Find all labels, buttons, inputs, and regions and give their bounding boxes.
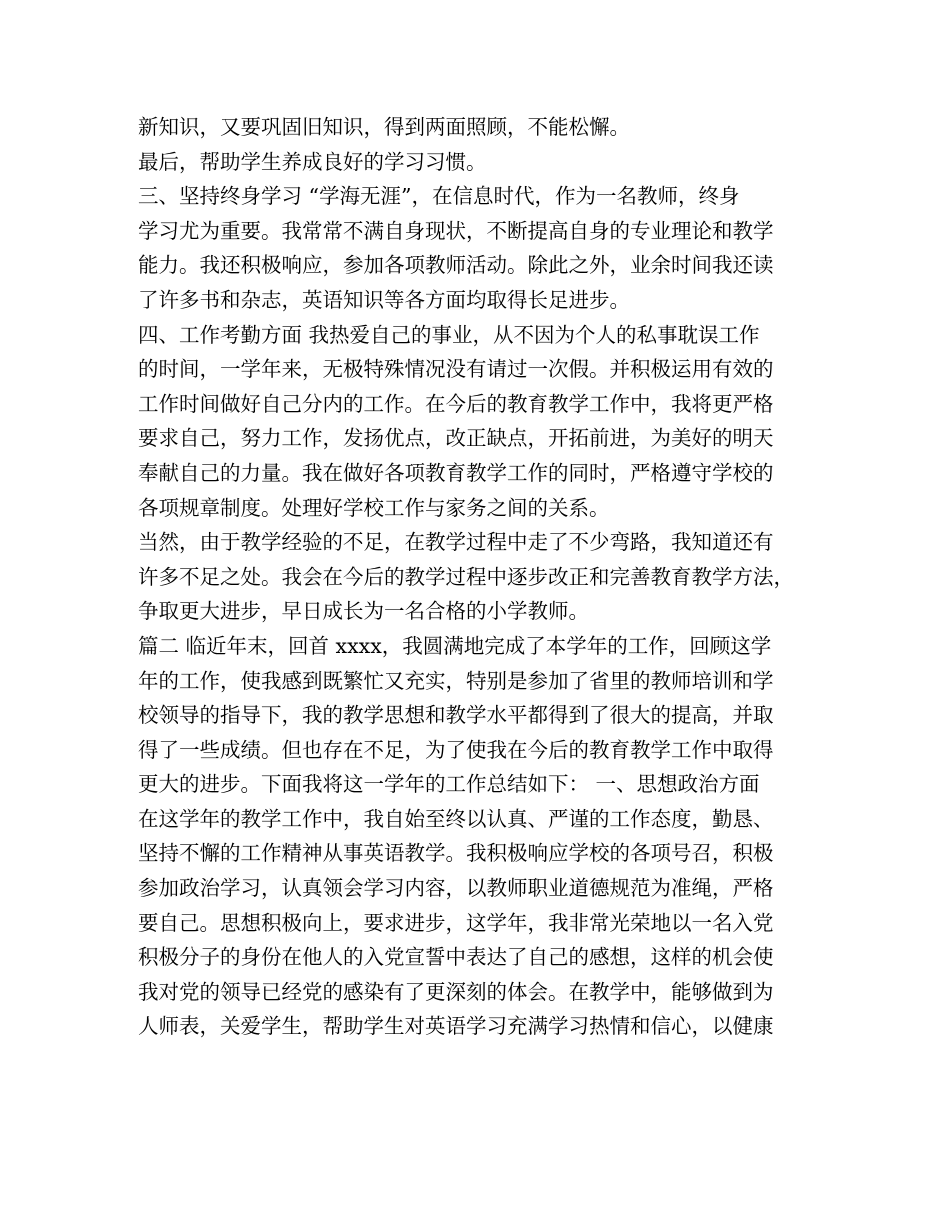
text-line: 四、工作考勤方面 我热爱自己的事业，从不因为个人的私事耽误工作 bbox=[138, 322, 760, 347]
text-line: 得了一些成绩。但也存在不足，为了使我在今后的教育教学工作中取得 bbox=[138, 737, 774, 762]
text-line: 要自己。思想积极向上，要求进步，这学年，我非常光荣地以一名入党 bbox=[138, 910, 774, 935]
text-line: 各项规章制度。处理好学校工作与家务之间的关系。 bbox=[138, 495, 610, 520]
text-line: 工作时间做好自己分内的工作。在今后的教育教学工作中，我将更严格 bbox=[138, 391, 774, 416]
text-line: 更大的进步。下面我将这一学年的工作总结如下： 一、思想政治方面 bbox=[138, 772, 760, 797]
text-line: 参加政治学习，认真领会学习内容，以教师职业道德规范为准绳，严格 bbox=[138, 876, 774, 901]
text-line: 三、坚持终身学习 “学海无涯”，在信息时代，作为一名教师，终身 bbox=[138, 184, 740, 209]
text-line: 积极分子的身份在他人的入党宣誓中表达了自己的感想，这样的机会使 bbox=[138, 945, 774, 970]
text-line: 年的工作，使我感到既繁忙又充实，特别是参加了省里的教师培训和学 bbox=[138, 668, 774, 693]
text-line: 能力。我还积极响应，参加各项教师活动。除此之外，业余时间我还读 bbox=[138, 253, 774, 278]
text-line: 许多不足之处。我会在今后的教学过程中逐步改正和完善教育教学方法， bbox=[138, 564, 794, 589]
text-line: 坚持不懈的工作精神从事英语教学。我积极响应学校的各项号召，积极 bbox=[138, 841, 774, 866]
body-text bbox=[138, 110, 828, 1044]
text-line: 要求自己，努力工作，发扬优点，改正缺点，开拓前进，为美好的明天 bbox=[138, 426, 774, 451]
text-line: 了许多书和杂志，英语知识等各方面均取得长足进步。 bbox=[138, 287, 630, 312]
text-line: 新知识，又要巩固旧知识，得到两面照顾，不能松懈。 bbox=[138, 115, 630, 139]
text-line: 校领导的指导下，我的教学思想和教学水平都得到了很大的提高，并取 bbox=[138, 703, 774, 728]
text-line: 学习尤为重要。我常常不满自身现状，不断提高自身的专业理论和教学 bbox=[138, 218, 774, 243]
text-line: 在这学年的教学工作中，我自始至终以认真、严谨的工作态度，勤恳、 bbox=[138, 806, 774, 831]
text-line: 奉献自己的力量。我在做好各项教育教学工作的同时，严格遵守学校的 bbox=[138, 460, 774, 485]
text-line: 争取更大进步，早日成长为一名合格的小学教师。 bbox=[138, 599, 589, 624]
text-line: 篇二 临近年末，回首 xxxx，我圆满地完成了本学年的工作，回顾这学 bbox=[138, 633, 772, 658]
text-line: 的时间，一学年来，无极特殊情况没有请过一次假。并积极运用有效的 bbox=[138, 357, 774, 382]
text-line: 我对党的领导已经党的感染有了更深刻的体会。在教学中，能够做到为 bbox=[138, 979, 774, 1004]
text-line: 人师表，关爱学生，帮助学生对英语学习充满学习热情和信心，以健康 bbox=[138, 1014, 774, 1039]
text-line: 当然，由于教学经验的不足，在教学过程中走了不少弯路，我知道还有 bbox=[138, 530, 774, 555]
text-line: 最后，帮助学生养成良好的学习习惯。 bbox=[138, 149, 487, 174]
